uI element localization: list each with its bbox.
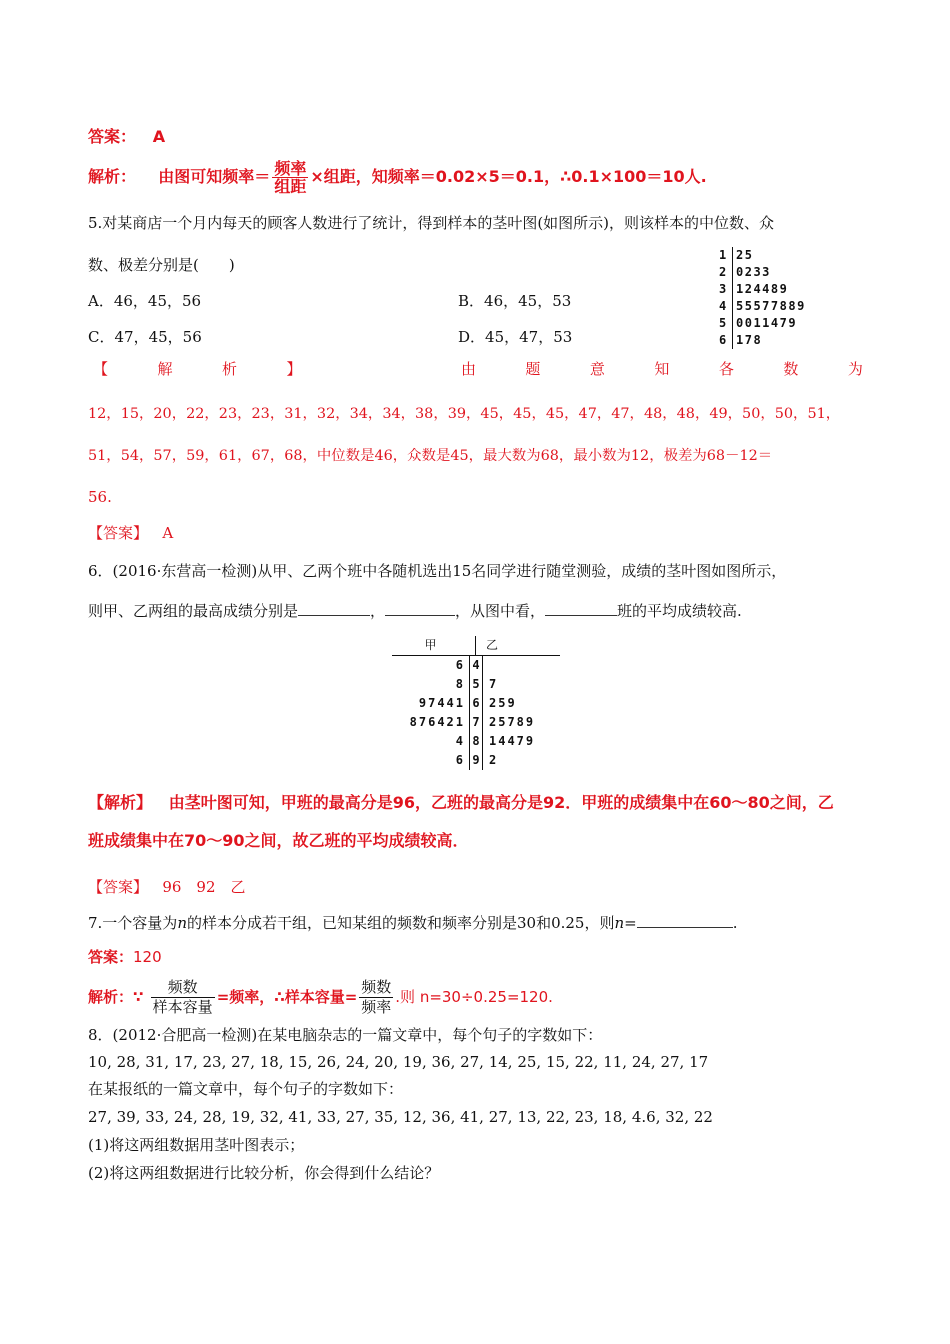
q7-fraction-2 [359, 978, 393, 1017]
q4-analysis-label: 解析： [88, 167, 137, 186]
q4-answer-value: A [152, 127, 166, 146]
q7-variable: n [614, 914, 625, 932]
q5-answer-label: 【答案】 [88, 524, 149, 542]
q5-option-a: A．46，45，56 [88, 292, 202, 310]
leaves: 0233 [736, 265, 771, 279]
left-leaves: 6 [455, 658, 465, 672]
q5-answer-value: A [162, 524, 174, 542]
q5-option-b: B．46，45，53 [458, 292, 572, 310]
analysis-char: 意 [589, 360, 605, 378]
table-row [392, 713, 560, 732]
fraction-denominator: 样本容量 [152, 998, 213, 1016]
right-leaves: 7 [489, 677, 499, 691]
q6-analysis-label: 【解析】 [88, 793, 153, 812]
q8-subquestion-1: (1)将这两组数据用茎叶图表示； [88, 1136, 305, 1154]
stem: 4 [469, 656, 483, 675]
header-class-a: 甲 [424, 638, 437, 652]
stem-leaf-row [719, 281, 806, 298]
q6-text: 则甲、乙两组的最高成绩分别是 [88, 602, 299, 620]
analysis-char: 解 [157, 360, 173, 378]
q7-analysis-mid: =频率，∴样本容量= [216, 988, 358, 1006]
table-row [392, 732, 560, 751]
q4-fraction-denominator: 组距 [274, 177, 307, 196]
stem: 8 [469, 732, 483, 751]
q4-answer [88, 124, 165, 147]
stem: 9 [469, 751, 483, 770]
q6-question-line2 [88, 600, 742, 622]
q6-analysis-line2: 班成绩集中在70～90之间，故乙班的平均成绩较高． [88, 831, 469, 850]
analysis-char: 数 [783, 360, 799, 378]
q6-text: 班的平均成绩较高. [617, 602, 742, 620]
fraction-numerator: 频数 [151, 978, 215, 998]
q8-line1: 8．(2012·合肥高一检测)在某电脑杂志的一篇文章中，每个句子的字数如下： [88, 1026, 603, 1044]
q7-analysis-label: 解析：∵ [88, 988, 144, 1006]
left-leaves: 4 [455, 734, 465, 748]
right-leaves: 259 [489, 696, 517, 710]
q5-option-d: D．45，47，53 [458, 328, 573, 346]
leaves: 25 [736, 248, 754, 262]
q4-fraction-numerator: 频率 [274, 159, 307, 178]
table-row [392, 694, 560, 713]
q5-answer [88, 522, 173, 544]
q6-analysis-line1 [88, 790, 834, 813]
analysis-char: 为 [847, 360, 863, 378]
left-leaves: 8 [455, 677, 465, 691]
q6-question-line1: 6．(2016·东营高一检测)从甲、乙两个班中各随机选出15名同学进行随堂测验，成绩的茎叶图如图所示， [88, 562, 787, 580]
q7-fraction-1 [151, 978, 215, 1017]
q7-text: . [732, 914, 738, 932]
fraction-numerator: 频数 [361, 978, 392, 996]
q4-answer-label: 答案： [88, 127, 137, 146]
q6-stem-leaf-table [392, 636, 560, 770]
stem: 4 [719, 298, 733, 315]
stem-leaf-row [719, 264, 806, 281]
q4-analysis-suffix: ×组距，知频率＝0.02×5＝0.1，∴0.1×100＝10人. [310, 167, 707, 186]
q6-answer-label: 【答案】 [88, 878, 149, 896]
answer-blank[interactable] [385, 601, 455, 616]
leaves: 178 [736, 333, 763, 347]
bracket-close: 】 [286, 360, 302, 378]
leaves: 124489 [736, 282, 789, 296]
stem-leaf-row [719, 315, 806, 332]
table-header [392, 636, 560, 656]
q6-answer [88, 876, 246, 898]
stem-leaf-row [719, 298, 806, 315]
table-row [392, 675, 560, 694]
bracket-open: 【 [93, 360, 109, 378]
q5-analysis-line1 [93, 358, 863, 380]
q5-analysis-line4: 56. [88, 488, 112, 506]
stem: 7 [469, 713, 483, 732]
q5-option-c: C．47，45，56 [88, 328, 202, 346]
q4-analysis-prefix: 由图可知频率＝ [158, 167, 271, 186]
leaves: 0011479 [736, 316, 798, 330]
q8-line3: 在某报纸的一篇文章中，每个句子的字数如下： [88, 1080, 404, 1098]
q8-data-2: 27, 39, 33, 24, 28, 19, 32, 41, 33, 27, 35, 12, 36, 41, 27, 13, 22, 23, 18, 4.6, 32, 22 [88, 1108, 713, 1126]
q7-question [88, 912, 738, 934]
stem: 3 [719, 281, 733, 298]
q7-text: = [624, 914, 637, 932]
q5-stem-leaf-plot [719, 247, 806, 349]
left-leaves: 97441 [418, 696, 465, 710]
left-leaves: 6 [455, 753, 465, 767]
stem: 1 [719, 247, 733, 264]
q7-text: 7.一个容量为 [88, 914, 178, 932]
stem: 6 [719, 332, 733, 349]
analysis-char: 题 [525, 360, 541, 378]
stem-leaf-row [719, 247, 806, 264]
analysis-char: 由 [460, 360, 476, 378]
analysis-char: 析 [221, 360, 237, 378]
q7-text: 的样本分成若干组，已知某组的频数和频率分别是30和0.25，则 [186, 914, 615, 932]
right-leaves [483, 656, 489, 675]
q7-analysis [88, 978, 553, 1017]
stem: 6 [469, 694, 483, 713]
q5-question-line1: 5.对某商店一个月内每天的顾客人数进行了统计，得到样本的茎叶图(如图所示)，则该样本的中位数、众 [88, 214, 775, 232]
q5-question-line2: 数、极差分别是( ) [88, 256, 235, 274]
q7-answer-value: 120 [133, 948, 162, 966]
analysis-char: 知 [654, 360, 670, 378]
q5-analysis-line3: 51，54，57，59，61，67，68，中位数是46，众数是45，最大数为68，最小数为12，极差为68－12＝ [88, 448, 773, 464]
table-row [392, 751, 560, 770]
table-row [392, 656, 560, 675]
stem: 5 [469, 675, 483, 694]
q6-analysis-text: 由茎叶图可知，甲班的最高分是96，乙班的最高分是92．甲班的成绩集中在60～80之间，乙 [168, 793, 834, 812]
left-leaves: 876421 [409, 715, 465, 729]
q6-text: ， [370, 602, 386, 620]
q6-text: ，从图中看， [455, 602, 546, 620]
right-leaves: 14479 [489, 734, 536, 748]
q8-data-1: 10, 28, 31, 17, 23, 27, 18, 15, 26, 24, 20, 19, 36, 27, 14, 25, 15, 22, 11, 24, 27, 17 [88, 1053, 709, 1071]
q7-analysis-tail: .则 n=30÷0.25=120. [395, 988, 553, 1006]
q6-answer-value: 96 92 乙 [162, 878, 246, 896]
header-class-b: 乙 [486, 638, 499, 652]
fraction-denominator: 频率 [361, 998, 392, 1016]
leaves: 55577889 [736, 299, 806, 313]
right-leaves: 2 [489, 753, 499, 767]
q5-analysis-line2: 12，15，20，22，23，23，31，32，34，34，38，39，45，45，45，47，47，48，48，49，50，50，51， [88, 406, 841, 422]
stem-leaf-row [719, 332, 806, 349]
q4-analysis [88, 160, 707, 195]
analysis-char: 各 [718, 360, 734, 378]
stem: 5 [719, 315, 733, 332]
q8-subquestion-2: (2)将这两组数据进行比较分析，你会得到什么结论？ [88, 1164, 440, 1182]
q4-fraction [272, 160, 308, 195]
right-leaves: 25789 [489, 715, 536, 729]
stem: 2 [719, 264, 733, 281]
q7-answer [88, 946, 162, 967]
q7-variable: n [177, 914, 187, 932]
answer-blank[interactable] [298, 601, 370, 616]
answer-blank[interactable] [637, 913, 733, 928]
q7-answer-label: 答案： [88, 948, 134, 966]
answer-blank[interactable] [545, 601, 617, 616]
